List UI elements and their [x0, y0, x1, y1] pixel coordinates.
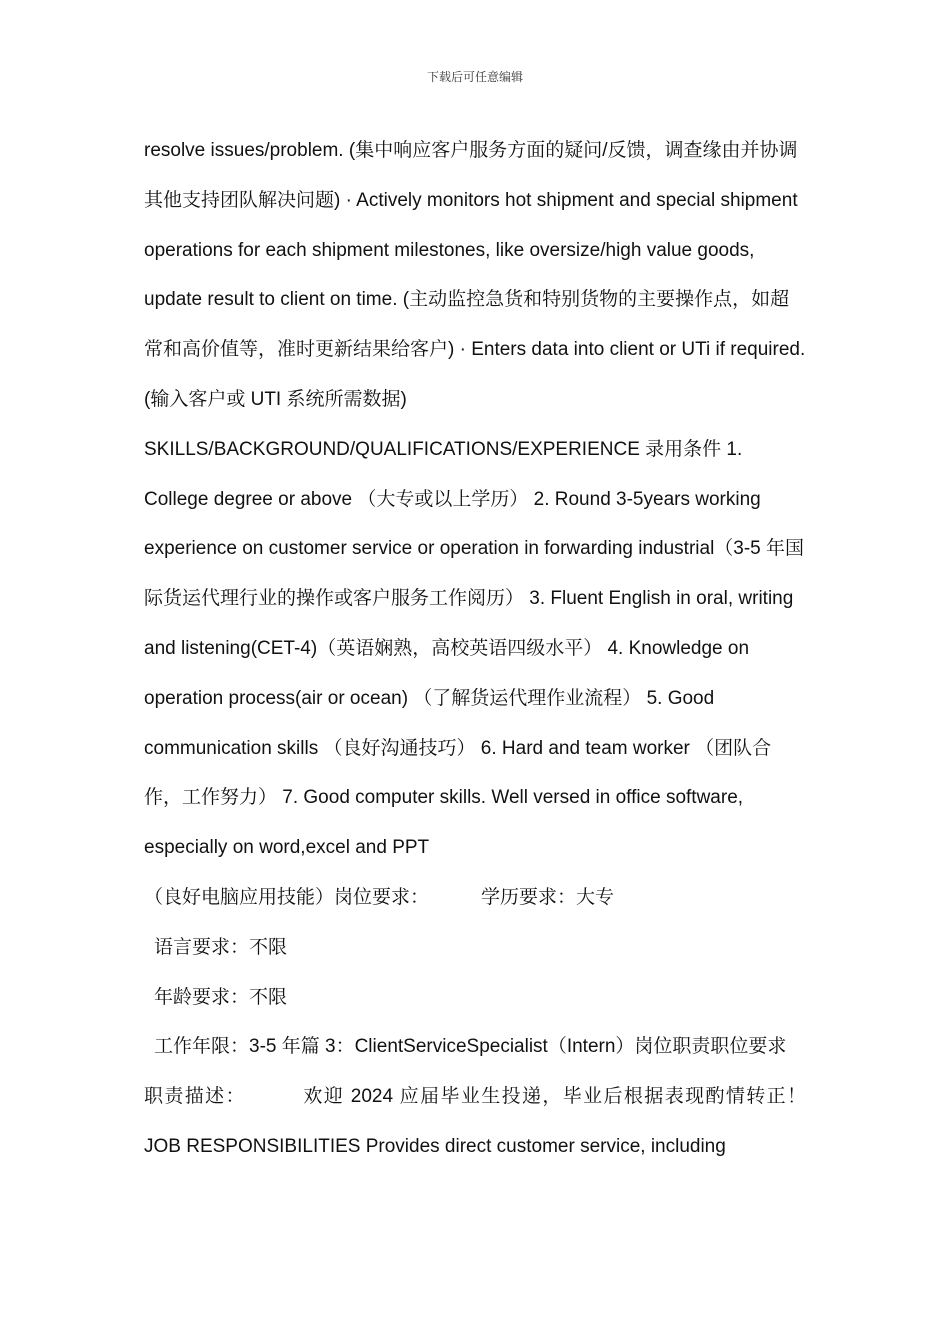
page-header: 下载后可任意编辑 — [426, 70, 523, 84]
paragraph-age: 年龄要求：不限 — [154, 986, 288, 1008]
paragraph-text: 学历要求：大专 — [481, 886, 615, 908]
document-body — [144, 126, 806, 1172]
paragraph-text: resolve issues/problem. (集中响应客户服务方面的疑问/反馈，调查缘由并协调其他支持团队解决问题) · Actively monitors hot shipment and special shipment operations for each shipment milestones, like oversize/high value goods, update result to client on time. (主动监控急货和特别货物的主要操作点，如超常和高价值等，准时更新结果给客户) · Enters data into client or UTi if required.(输入客户或 UTI 系统所需数据) SKILLS/BACKGROUND/QUALIFICATIONS/EXPERIENCE 录用条件 1. College degree or above （大专或以上学历） 2. Round 3-5years working experience on customer service or operation in forwarding industrial（3-5 年国际货运代理行业的操作或客户服务工作阅历） 3. Fluent English in oral, writing and listening(CET-4)（英语娴熟，高校英语四级水平） 4. Knowledge on operation process(air or ocean) （了解货运代理作业流程） 5. Good communication skills （良好沟通技巧） 6. Hard and team worker （团队合作，工作努力） 7. Good computer skills. Well versed in office software, especially on word,excel and PPT — [144, 140, 806, 859]
paragraph-duties — [144, 1072, 806, 1172]
paragraph-requirements — [144, 126, 806, 923]
paragraph-text: 欢迎 2024 应届毕业生投递，毕业后根据表现酌情转正！ JOB RESPONSIBILITIES Provides direct customer service, including — [144, 1086, 806, 1157]
paragraph-text: （良好电脑应用技能）岗位要求： — [144, 886, 430, 908]
paragraph-text: 职责描述： — [144, 1086, 246, 1108]
paragraph-language: 语言要求：不限 — [154, 936, 288, 958]
paragraph-experience-years: 工作年限：3-5 年篇 3：ClientServiceSpecialist（Intern）岗位职责职位要求 — [154, 1036, 787, 1058]
